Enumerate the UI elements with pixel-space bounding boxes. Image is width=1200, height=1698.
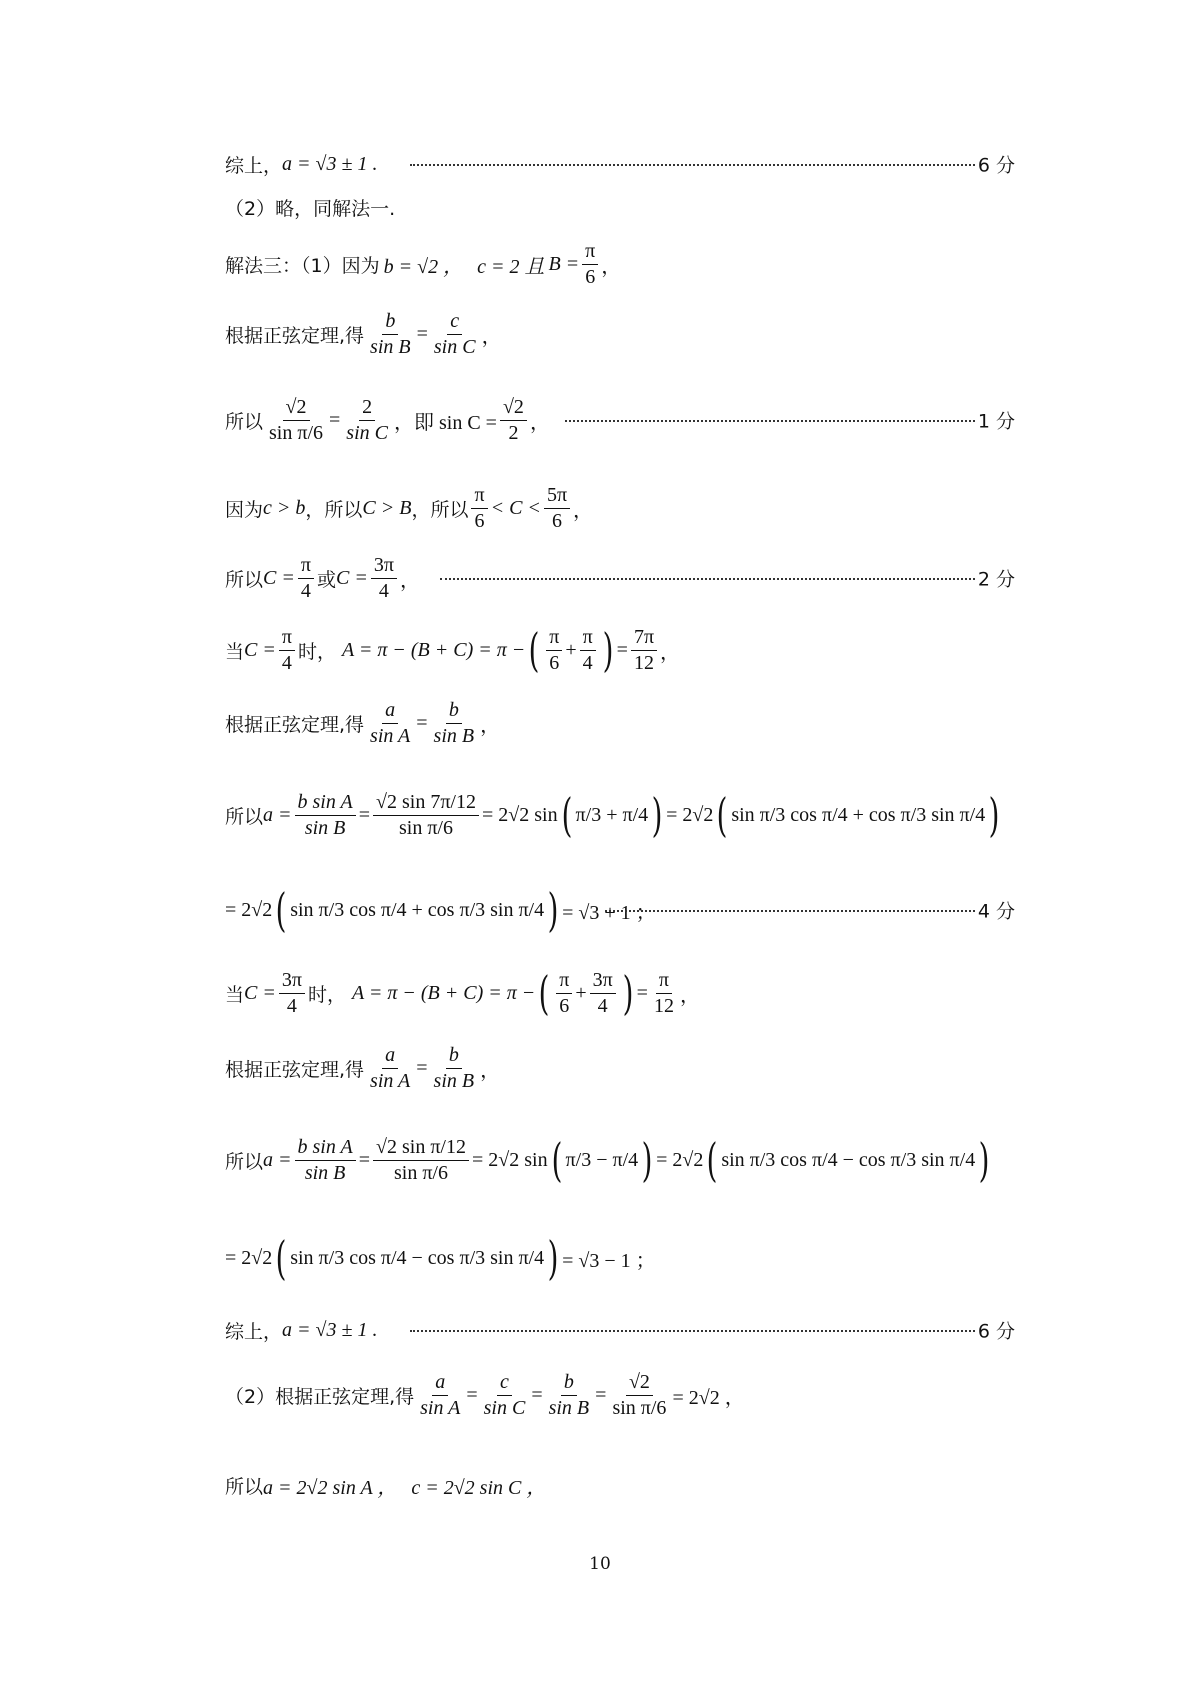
dot-leader: [410, 164, 975, 166]
fraction-pi-4: $\frac{\pi}{4}$: [298, 554, 314, 603]
dot-leader: [440, 578, 975, 580]
fraction-5pi-6: $\frac{5\pi}{6}$: [544, 484, 570, 533]
line-case-pi4: 当 C = $\frac{\pi}{4}$ 时， A = π − (B + C) = π − ( $\frac{\pi}{6}$ + $\frac{\pi}{4}$ ) = $\frac{7\pi}{12}$ ，: [225, 623, 681, 677]
sine-law-prefix: 根据正弦定理,得: [225, 324, 365, 347]
dot-leader: [605, 910, 975, 912]
method3-prefix: 解法三：（1）因为: [225, 254, 380, 277]
given-c: c = 2 且: [477, 255, 545, 278]
score-label: 6 分: [977, 1320, 1015, 1343]
line-a-calc-1: 所以 a = $\frac{\text{b sin A}}{\text{sin B}}$ = $\frac{√2 \sin 7\pi/12}{\text{sin π/6}}$ = 2√2 sin ( π/3 + π/4 ) = 2√2 ( sin π/3 cos π/4 + cos π/3 sin π/4 ): [225, 788, 1000, 842]
score-label: 1 分: [977, 410, 1015, 433]
line-part2-sine-law: （2）根据正弦定理,得 $\frac{a}{\text{sin A}}$ = $\frac{c}{\text{sin C}}$ = $\frac{b}{\text{sin B}}$ = $\frac{√2}{\text{sin π/6}}$ = 2√2 ，: [225, 1370, 745, 1419]
line-case-3pi4: 当 C = $\frac{3\pi}{4}$ 时， A = π − (B + C) = π − ( $\frac{\pi}{6}$ + $\frac{3\pi}{4}$ ) = $\frac{\pi}{12}$ ，: [225, 966, 700, 1020]
summary-expr: a = √3 ± 1 .: [282, 152, 378, 175]
line-sine-law-3: 根据正弦定理,得 $\frac{a}{\text{sin A}}$ = $\frac{b}{\text{sin B}}$ ，: [225, 1043, 501, 1092]
score-label: 2 分: [977, 568, 1015, 591]
line-a-result-1: = 2√2 ( sin π/3 cos π/4 + cos π/3 sin π/4 ) = √3 + 1 ； 4 分: [225, 883, 1015, 937]
page-number: 10: [589, 1554, 611, 1574]
fraction-7pi-12: $\frac{7\pi}{12}$: [631, 626, 657, 675]
line-a-calc-2: 所以 a = $\frac{\text{b sin A}}{\text{sin B}}$ = $\frac{\text{√2 sin π/12}}{\text{sin π/6}}$ = 2√2 sin ( π/3 − π/4 ) = 2√2 ( sin π/3 cos π/4 − cos π/3 sin π/4 ): [225, 1133, 990, 1187]
fraction-2-sinC: $\frac{2}{\text{sin C}}$: [346, 395, 388, 444]
fraction-3pi-4: $\frac{3\pi}{4}$: [371, 554, 397, 603]
fraction-pi-6: $\frac{\pi}{6}$: [582, 240, 598, 289]
line-summary-1: [225, 150, 1015, 178]
line-a-c-expr: 所以 a = 2√2 sin A ， c = 2√2 sin C ，: [225, 1475, 547, 1499]
line-sine-law-2: 根据正弦定理,得 $\frac{a}{\text{sin A}}$ = $\frac{b}{\text{sin B}}$ ，: [225, 698, 501, 747]
fraction-b-sinB: $\frac{b}{\text{sin B}}$: [370, 309, 411, 358]
fraction-sqrt2-2: $\frac{√2}{2}$: [500, 396, 527, 445]
part2-text: （2）略，同解法一.: [225, 197, 396, 220]
line-a-result-2: = 2√2 ( sin π/3 cos π/4 − cos π/3 sin π/4 ) = √3 − 1 ；: [225, 1231, 656, 1285]
dot-leader: [565, 420, 975, 422]
fraction-sqrt2-sinpi6: $\frac{√2}{\text{sin π/6}}$: [269, 395, 324, 444]
given-b: b = √2 ，: [383, 255, 464, 278]
score-label: 4 分: [977, 900, 1015, 923]
fraction-pi-6: $\frac{\pi}{6}$: [471, 484, 487, 533]
line-method3-intro: 解法三：（1）因为 b = √2 ， c = 2 且 B = $\frac{\pi}{6}$ ，: [225, 239, 622, 288]
line-C-values: 所以 C = $\frac{\pi}{4}$ 或 C = $\frac{3\pi}{4}$ ， 2 分: [225, 553, 1015, 602]
line-C-range: 因为 c > b ，所以 C > B ，所以 $\frac{\pi}{6}$ < C < $\frac{5\pi}{6}$ ，: [225, 483, 594, 532]
score-label: 6 分: [977, 154, 1015, 177]
fraction-c-sinC: $\frac{c}{\text{sin C}}$: [433, 309, 476, 358]
line-summary-2: 综上， a = √3 ± 1 . 6 分: [225, 1318, 1015, 1343]
line-part2-omitted: [225, 193, 395, 221]
line-sinC: 所以 $\frac{√2}{\text{sin π/6}}$ = $\frac{2}{\text{sin C}}$ ，即 sin C = $\frac{√2}{2}$ ， 1 分: [225, 395, 1015, 444]
dot-leader: [410, 1330, 975, 1332]
given-B: B =: [548, 252, 580, 275]
line-sine-law-1: 根据正弦定理,得 $\frac{b}{\text{sin B}}$ = $\frac{c}{\text{sin C}}$ ，: [225, 309, 502, 358]
summary-label: 综上，: [225, 154, 283, 177]
